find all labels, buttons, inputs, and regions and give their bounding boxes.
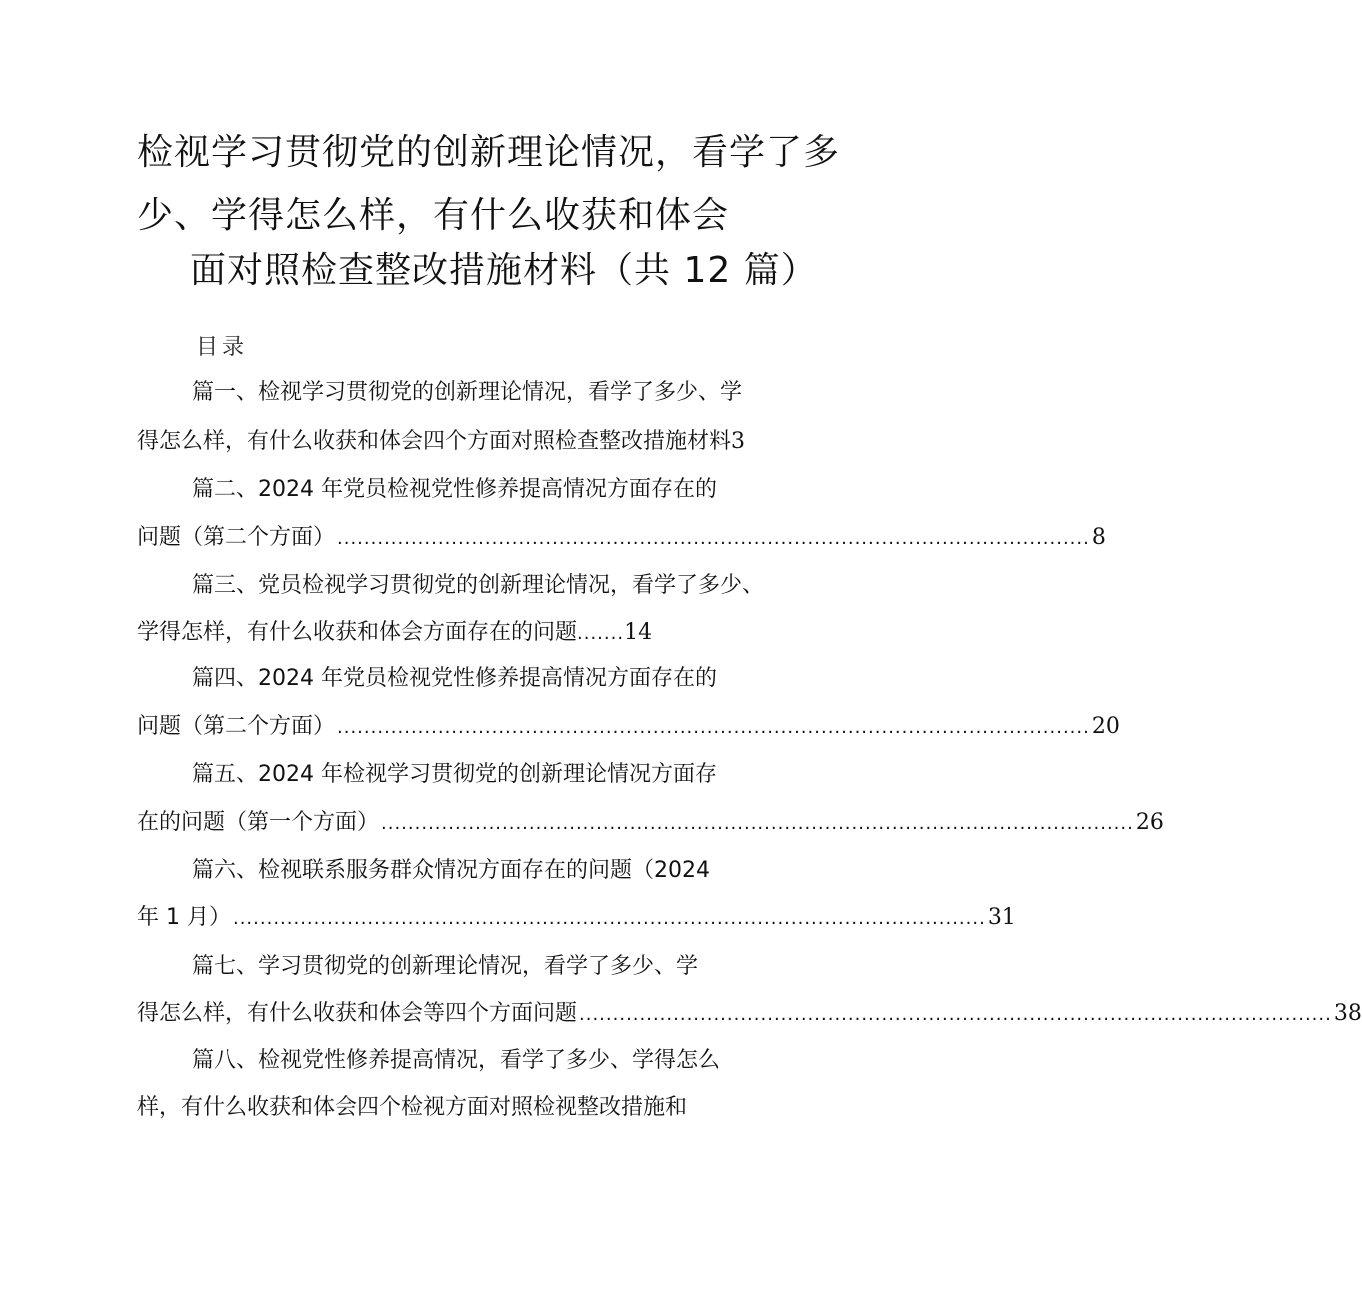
- toc-entry-5-text: 在的问题（第一个方面）: [137, 810, 380, 835]
- toc-entry-3-leader: .......: [577, 623, 625, 644]
- toc-entry-7-line-1: 篇七、学习贯彻党的创新理论情况，看学了多少、学: [192, 954, 699, 979]
- toc-entry-3-line-2: [137, 622, 652, 644]
- toc-entry-2-line-1: 篇二、2024 年党员检视党性修养提高情况方面存在的: [192, 477, 717, 502]
- toc-entry-2-text: 问题（第二个方面）: [137, 525, 336, 550]
- toc-entry-4-text: 问题（第二个方面）: [137, 714, 336, 739]
- toc-entry-5-line-2: [137, 810, 1164, 835]
- toc-entry-1-page: 3: [731, 429, 746, 454]
- toc-entry-2-page: 8: [1091, 525, 1106, 550]
- toc-entry-6-line-2: [137, 905, 1016, 930]
- toc-entry-3-text: 学得怎样，有什么收获和体会方面存在的问题: [137, 620, 578, 645]
- toc-entry-6-page: 31: [987, 905, 1016, 930]
- toc-entry-6-line-1: 篇六、检视联系服务群众情况方面存在的问题（2024: [192, 858, 710, 883]
- toc-entry-7-leader: ................................................................................................................: [579, 1004, 1332, 1025]
- toc-entry-4-page: 20: [1091, 714, 1120, 739]
- document-title-line-1: 检视学习贯彻党的创新理论情况，看学了多: [137, 132, 841, 173]
- toc-entry-2-leader: ................................................................................................................: [337, 528, 1090, 549]
- document-title-line-3: 面对照检查整改措施材料（共 12 篇）: [190, 250, 818, 291]
- toc-entry-5-leader: ................................................................................................................: [381, 813, 1134, 834]
- toc-entry-6-text: 年 1 月）: [137, 905, 231, 930]
- toc-entry-5-page: 26: [1135, 810, 1164, 835]
- toc-entry-5-line-1: 篇五、2024 年检视学习贯彻党的创新理论情况方面存: [192, 762, 717, 787]
- toc-entry-7-line-2: [137, 1001, 1362, 1026]
- toc-entry-8-line-2: 样，有什么收获和体会四个检视方面对照检视整改措施和: [137, 1095, 688, 1120]
- toc-entry-4-leader: ................................................................................................................: [337, 717, 1090, 738]
- toc-entry-1-line-1: 篇一、检视学习贯彻党的创新理论情况，看学了多少、学: [192, 380, 743, 405]
- toc-entry-3-line-1: 篇三、党员检视学习贯彻党的创新理论情况，看学了多少、: [192, 573, 765, 598]
- toc-entry-1-text: 得怎么样，有什么收获和体会四个方面对照检查整改措施材料: [137, 429, 732, 454]
- toc-entry-3-page: 14: [624, 620, 653, 645]
- document-title-line-2: 少、学得怎么样，有什么收获和体会: [137, 195, 730, 236]
- toc-entry-7-text: 得怎么样，有什么收获和体会等四个方面问题: [137, 1001, 578, 1026]
- toc-entry-4-line-1: 篇四、2024 年党员检视党性修养提高情况方面存在的: [192, 666, 717, 691]
- toc-entry-4-line-2: [137, 714, 1120, 739]
- toc-entry-8-line-1: 篇八、检视党性修养提高情况，看学了多少、学得怎么: [192, 1048, 721, 1073]
- toc-heading: 目录: [196, 335, 249, 360]
- toc-entry-7-page: 38: [1333, 1001, 1362, 1026]
- toc-entry-1-line-2: [137, 431, 745, 453]
- toc-entry-6-leader: ................................................................................................................: [232, 908, 986, 929]
- toc-entry-2-line-2: [137, 525, 1106, 550]
